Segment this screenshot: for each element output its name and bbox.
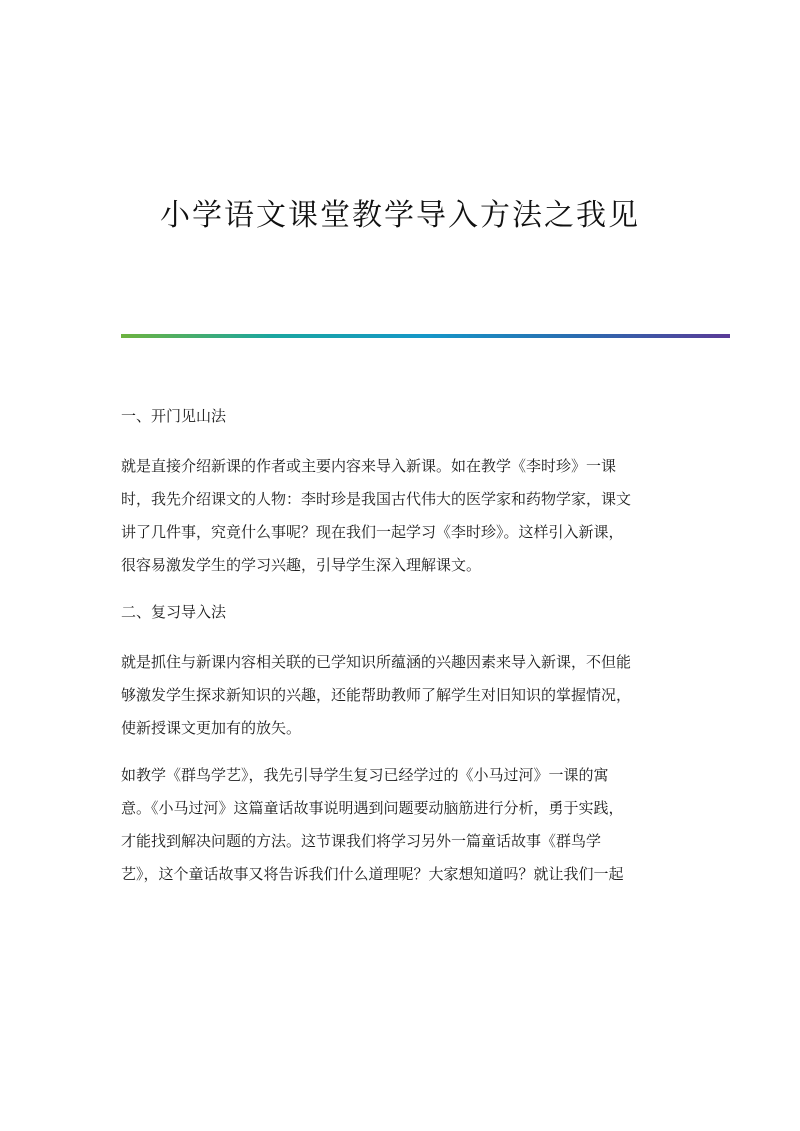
paragraph-line: 就是抓住与新课内容相关联的已学知识所蕴涵的兴趣因素来导入新课，不但能 (121, 653, 632, 671)
paragraph-line: 才能找到解决问题的方法。这节课我们将学习另外一篇童话故事《群鸟学 (121, 832, 602, 850)
document-title: 小学语文课堂教学导入方法之我见 (160, 198, 640, 233)
document-body (121, 404, 681, 907)
paragraph-line: 时，我先介绍课文的人物：李时珍是我国古代伟大的医学家和药物学家，课文 (121, 490, 632, 508)
section-heading: 二、复习导入法 (121, 603, 227, 621)
paragraph-line: 很容易激发学生的学习兴趣，引导学生深入理解课文。 (121, 556, 482, 574)
paragraph-line: 艺》，这个童话故事又将告诉我们什么道理呢？大家想知道吗？就让我们一起 (121, 865, 624, 883)
paragraph-line: 就是直接介绍新课的作者或主要内容来导入新课。如在教学《李时珍》一课 (121, 457, 617, 475)
paragraph-line: 使新授课文更加有的放矢。 (121, 719, 302, 737)
paragraph-line: 讲了几件事，究竟什么事呢？现在我们一起学习《李时珍》。这样引入新课， (121, 523, 624, 541)
title-divider (121, 334, 730, 338)
paragraph-line: 意。《小马过河》这篇童话故事说明遇到问题要动脑筋进行分析，勇于实践， (121, 799, 624, 817)
paragraph-line: 够激发学生探求新知识的兴趣，还能帮助教师了解学生对旧知识的掌握情况， (121, 686, 632, 704)
paragraph-line: 如教学《群鸟学艺》，我先引导学生复习已经学过的《小马过河》一课的寓 (121, 766, 609, 784)
paragraph (121, 759, 681, 891)
paragraph (121, 450, 681, 582)
section-heading: 一、开门见山法 (121, 407, 227, 425)
paragraph (121, 646, 681, 745)
